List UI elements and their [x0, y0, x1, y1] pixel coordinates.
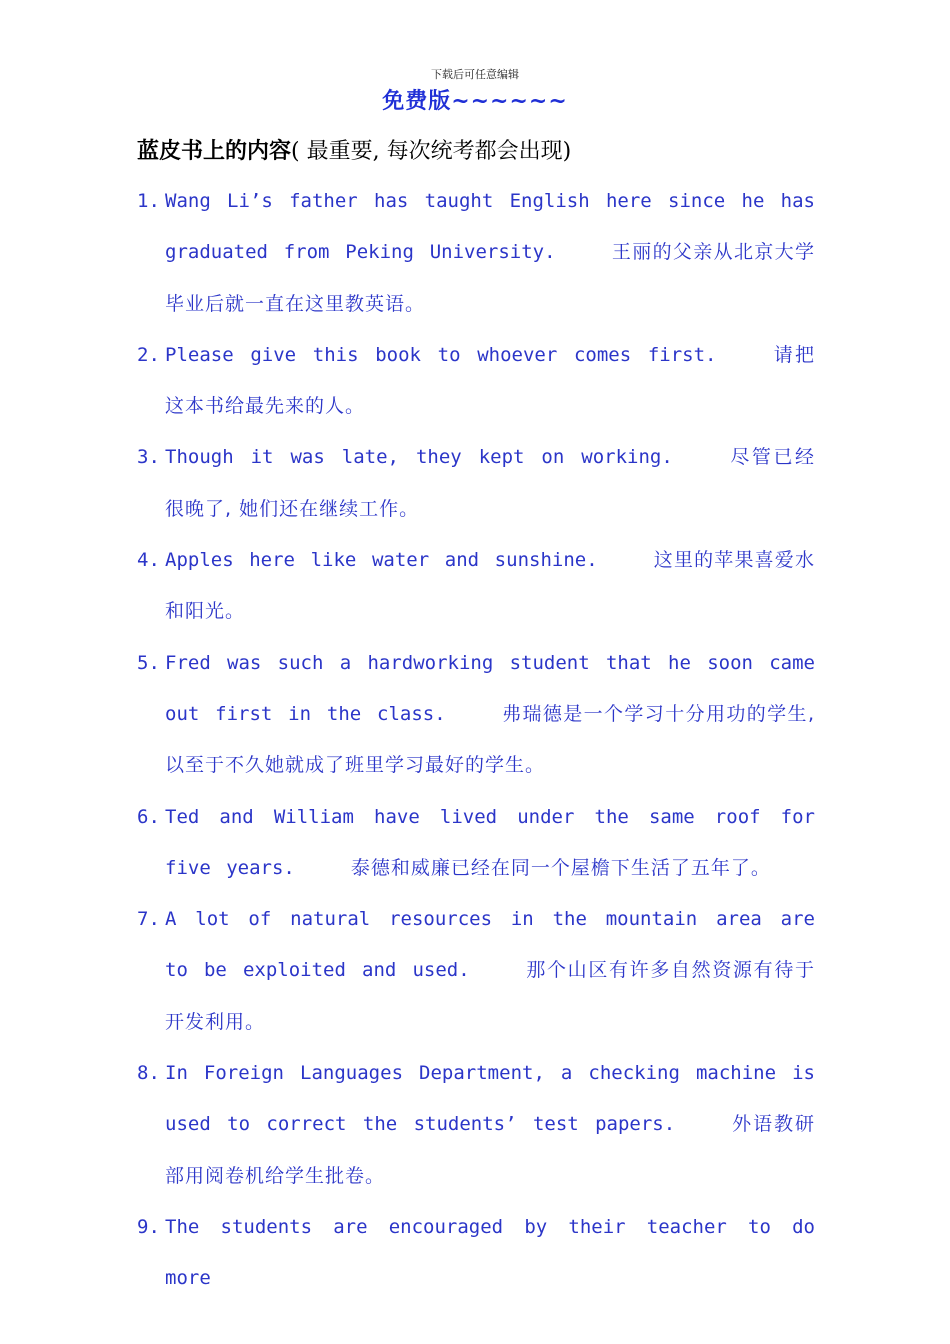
section-heading-note: ( 最重要, 每次统考都会出现): [291, 139, 572, 164]
english-sentence: Ted and William have lived under the same roof for five years.: [165, 805, 815, 879]
item-number: 5.: [137, 651, 160, 674]
chinese-translation: 那个山区有许多自然资源有待于开发利用。: [165, 959, 815, 1033]
chinese-translation: 尽管已经很晚了, 她们还在继续工作。: [165, 446, 815, 520]
list-item: [137, 176, 815, 330]
chinese-translation: 外语教研部用阅卷机给学生批卷。: [165, 1113, 815, 1187]
item-number: 1.: [137, 190, 160, 212]
item-number: 3.: [137, 446, 160, 469]
section-heading-main: 蓝皮书上的内容: [137, 138, 292, 164]
english-sentence: The students are encouraged by their teacher to do more: [165, 1215, 815, 1290]
list-item: [137, 894, 815, 1048]
item-number: 2.: [137, 343, 160, 366]
free-version-title: 免费版~~~~~~: [382, 88, 568, 114]
list-item: [137, 1048, 815, 1202]
download-note: 下载后可任意编辑: [431, 68, 519, 81]
english-sentence: Though it was late, they kept on working.: [165, 446, 673, 469]
list-item: [137, 792, 815, 895]
english-sentence: In Foreign Languages Department, a checking machine is used to correct the students’ test papers.: [165, 1062, 815, 1136]
list-item: [137, 330, 815, 433]
item-number: 7.: [137, 908, 160, 931]
chinese-translation: 请把这本书给最先来的人。: [165, 343, 815, 418]
list-item: [137, 432, 815, 535]
english-sentence: Apples here like water and sunshine.: [165, 549, 598, 572]
chinese-translation: 王丽的父亲从北京大学毕业后就一直在这里教英语。: [165, 241, 815, 315]
english-sentence: A lot of natural resources in the mountain area are to be exploited and used.: [165, 908, 815, 982]
item-number: 9.: [137, 1215, 160, 1238]
list-item: [137, 638, 815, 792]
chinese-translation: 泰德和威廉已经在同一个屋檐下生活了五年了。: [350, 856, 771, 879]
sentence-list: [137, 176, 815, 1305]
chinese-translation: 这里的苹果喜爱水和阳光。: [165, 549, 815, 623]
chinese-translation: 弗瑞德是一个学习十分用功的学生, 以至于不久她就成了班里学习最好的学生。: [165, 702, 815, 777]
english-sentence: Please give this book to whoever comes first.: [165, 343, 717, 366]
english-sentence: Fred was such a hardworking student that he soon came out first in the class.: [165, 651, 815, 725]
list-item: [137, 1202, 815, 1305]
item-number: 4.: [137, 549, 160, 572]
section-heading: [137, 134, 571, 165]
item-number: 6.: [137, 805, 160, 828]
list-item: [137, 535, 815, 638]
english-sentence: Wang Li’s father has taught English here since he has graduated from Peking University.: [165, 190, 815, 264]
item-number: 8.: [137, 1062, 160, 1085]
